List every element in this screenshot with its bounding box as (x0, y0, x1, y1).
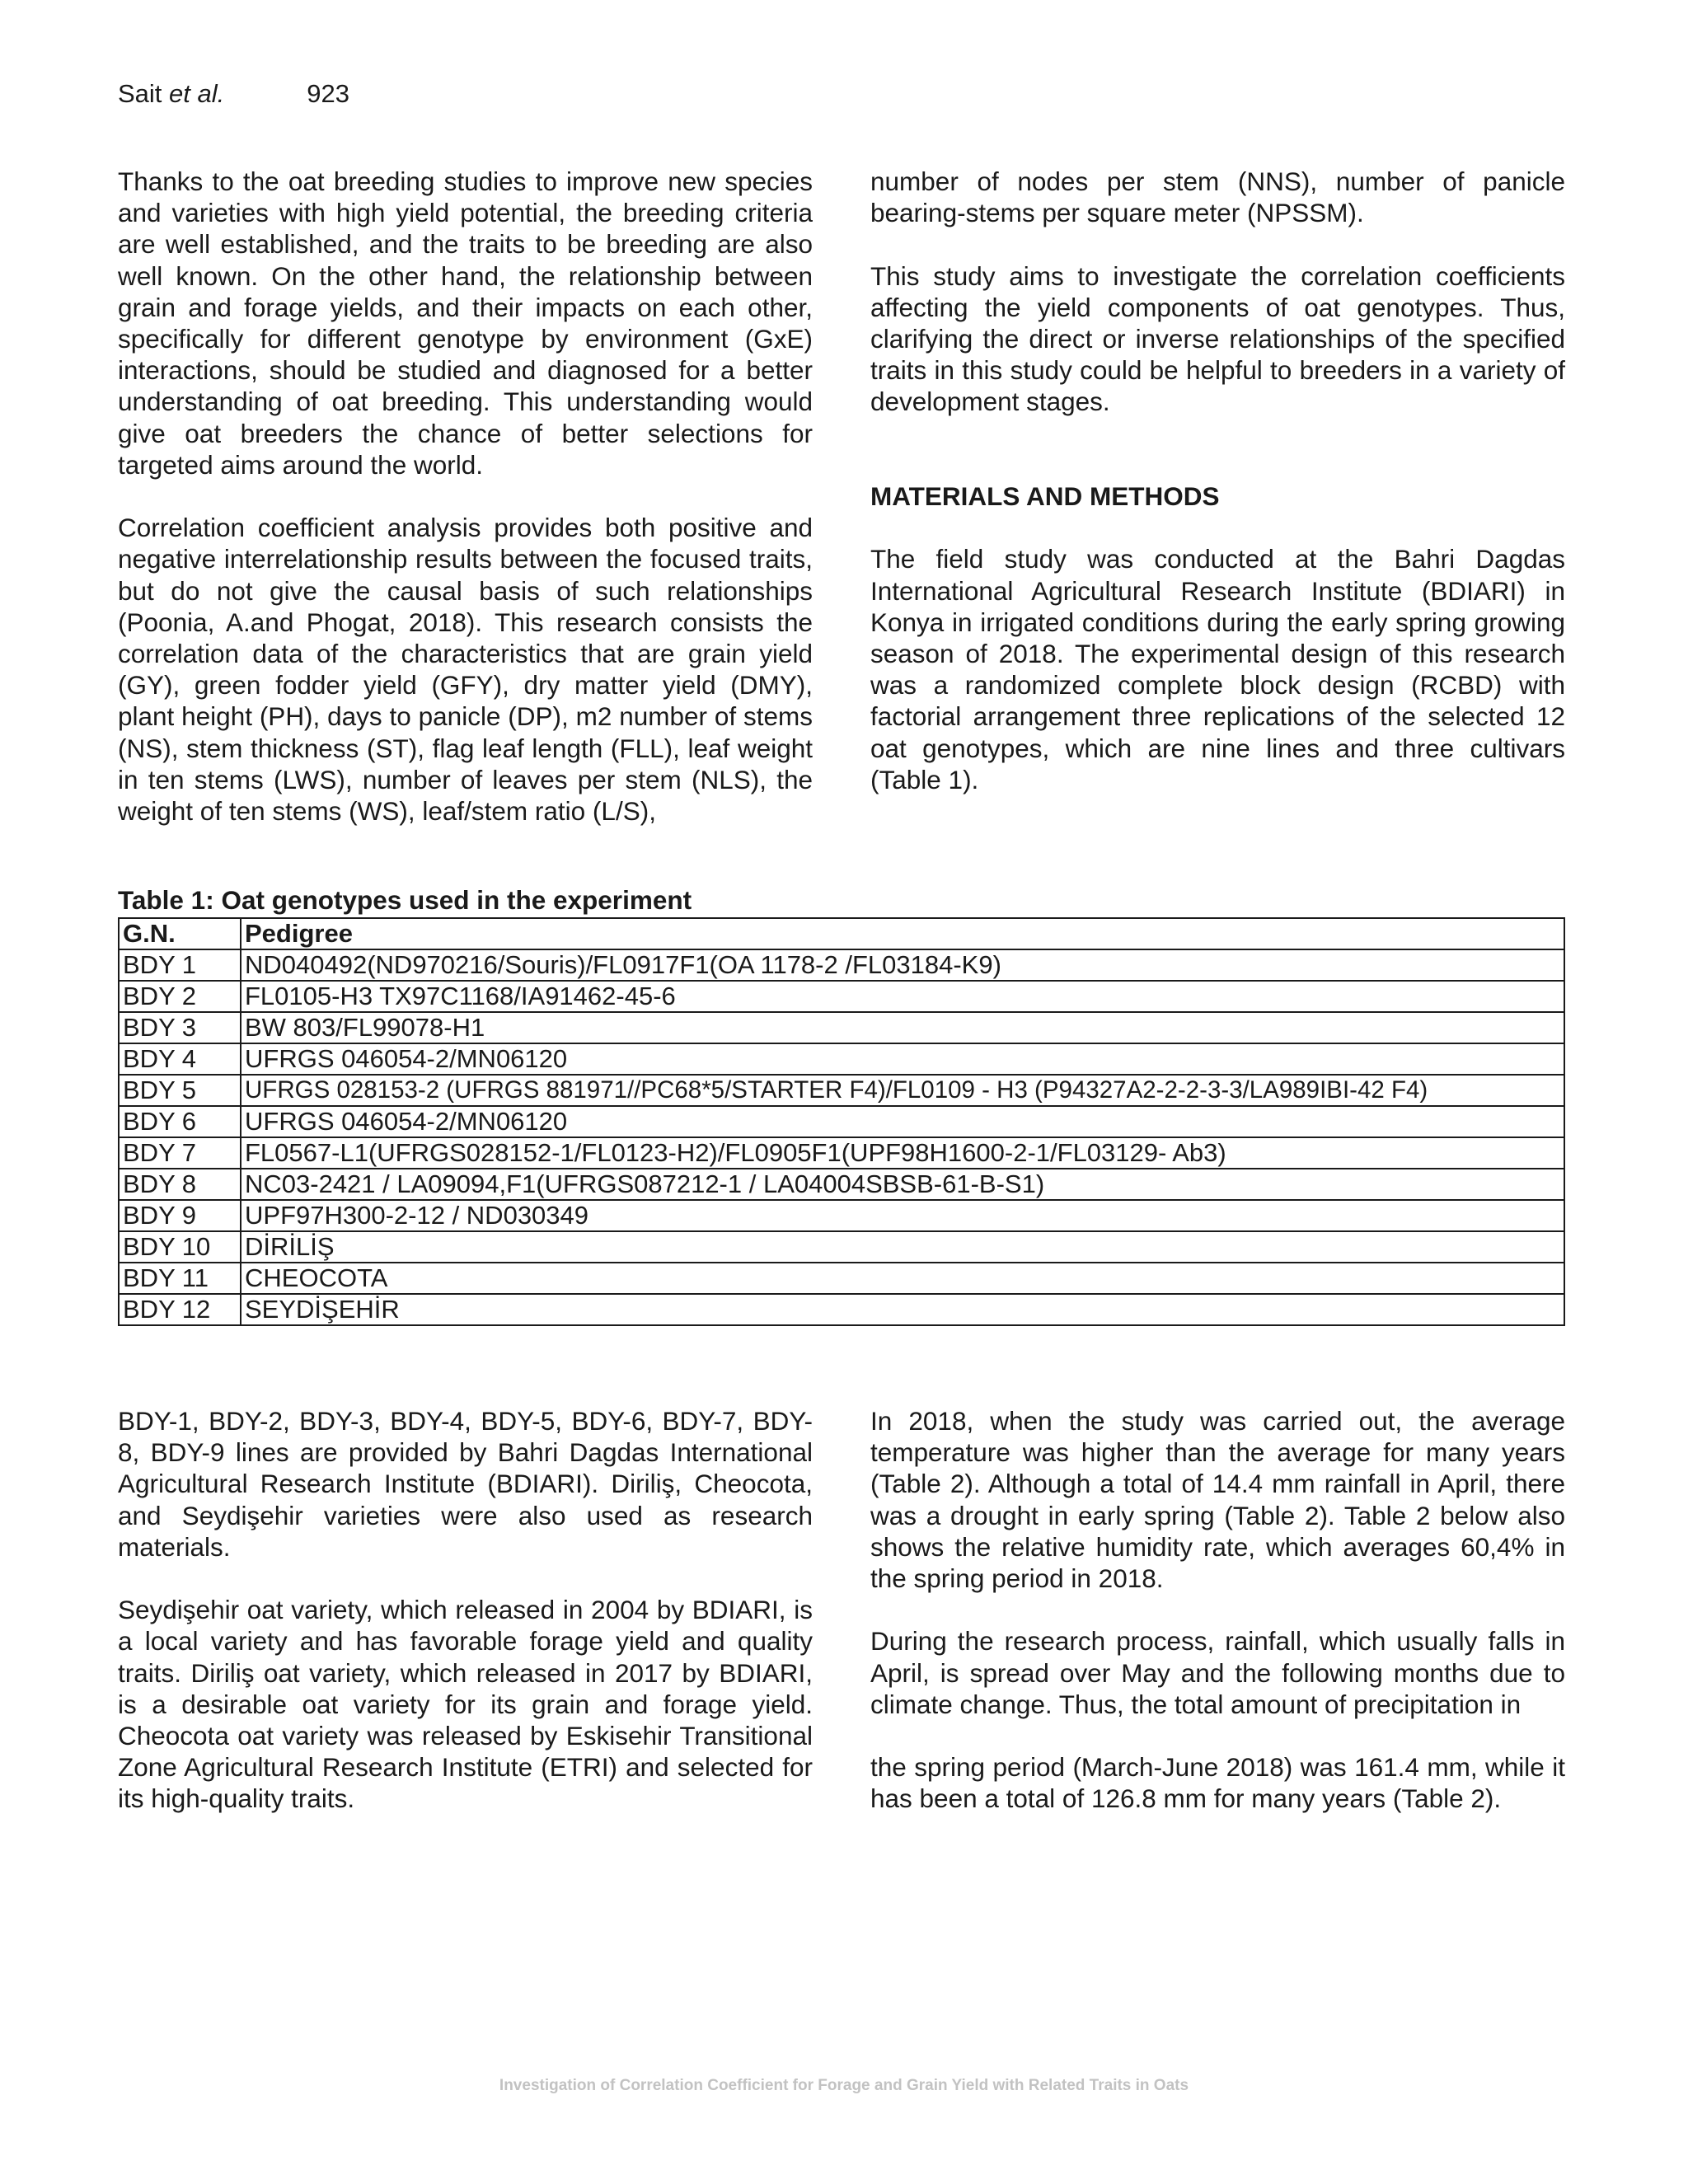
page-number: 923 (307, 79, 349, 108)
table-cell: NC03-2421 / LA09094,F1(UFRGS087212-1 / LA04004SBSB-61-B-S1) (241, 1169, 1564, 1200)
table-row (119, 1075, 1564, 1106)
table-cell: BDY 8 (119, 1169, 241, 1200)
table-cell: FL0567-L1(UFRGS028152-1/FL0123-H2)/FL0905F1(UPF98H1600-2-1/FL03129- Ab3) (241, 1137, 1564, 1169)
table-cell: UPF97H300-2-12 / ND030349 (241, 1200, 1564, 1231)
table-cell: UFRGS 028153-2 (UFRGS 881971//PC68*5/STARTER F4)/FL0109 - H3 (P94327A2-2-2-3-3/LA989IBI-42 F4) (241, 1075, 1564, 1106)
table-cell: ND040492(ND970216/Souris)/FL0917F1(OA 1178-2 /FL03184-K9) (241, 949, 1564, 981)
table-row (119, 1012, 1564, 1043)
table-cell: BDY 1 (119, 949, 241, 981)
paragraph: Seydişehir oat variety, which released in 2004 by BDIARI, is a local variety and has favorable forage yield and quality traits. Diriliş oat variety, which released in 2017 by BDIARI, is a desirable oat variety for its grain and forage yield. Cheocota oat variety was released by Eskisehir Transitional Zone Agricultural Research Institute (ETRI) and selected for its high-quality traits. (118, 1595, 813, 1814)
section-heading: MATERIALS AND METHODS (870, 481, 1220, 511)
table-cell: BW 803/FL99078-H1 (241, 1012, 1564, 1043)
table-header-cell: Pedigree (241, 918, 1564, 949)
table-cell: BDY 3 (119, 1012, 241, 1043)
paragraph: Thanks to the oat breeding studies to improve new species and varieties with high yield potential, the breeding criteria are well established, and the traits to be breeding are also well known. On the other hand, the relationship between grain and forage yields, and their impacts on each other, specifically for different genotype by environment (GxE) interactions, should be studied and diagnosed for a better understanding of oat breeding. This understanding would give oat breeders the chance of better selections for targeted aims around the world. (118, 166, 813, 480)
table-header-row (119, 918, 1564, 949)
table-cell: BDY 5 (119, 1075, 241, 1106)
table-row (119, 1231, 1564, 1263)
table-cell: DİRİLİŞ (241, 1231, 1564, 1263)
table-row (119, 1137, 1564, 1169)
table-row (119, 1169, 1564, 1200)
table-row (119, 1200, 1564, 1231)
table-row (119, 1263, 1564, 1294)
right-column-top (870, 166, 1565, 795)
paragraph: In 2018, when the study was carried out, the average temperature was higher than the average for many years (Table 2). Although a total of 14.4 mm rainfall in April, there was a drought in early spring (Table 2). Table 2 below also shows the relative humidity rate, which averages 60,4% in the spring period in 2018. (870, 1406, 1565, 1594)
table-cell: BDY 10 (119, 1231, 241, 1263)
table-cell: BDY 4 (119, 1043, 241, 1075)
genotype-table (118, 917, 1565, 1326)
page-footer: Investigation of Correlation Coefficient for Forage and Grain Yield with Related Traits in Oats (499, 2077, 1189, 2094)
table-cell: SEYDİŞEHİR (241, 1294, 1564, 1325)
table-cell: BDY 6 (119, 1106, 241, 1137)
author-name: Sait et al. (118, 79, 225, 108)
table-row (119, 1043, 1564, 1075)
table-cell: FL0105-H3 TX97C1168/IA91462-45-6 (241, 981, 1564, 1012)
left-column-top (118, 166, 813, 827)
table-cell: CHEOCOTA (241, 1263, 1564, 1294)
table-cell: UFRGS 046054-2/MN06120 (241, 1043, 1564, 1075)
table-row (119, 949, 1564, 981)
paragraph: During the research process, rainfall, which usually falls in April, is spread over May and the following months due to climate change. Thus, the total amount of precipitation in (870, 1626, 1565, 1719)
table-cell: BDY 12 (119, 1294, 241, 1325)
running-head (118, 79, 349, 109)
paragraph: The field study was conducted at the Bahri Dagdas International Agricultural Research Institute (BDIARI) in Konya in irrigated conditions during the early spring growing season of 2018. The experimental design of this research was a randomized complete block design (RCBD) with factorial arrangement three replications of the selected 12 oat genotypes, which are nine lines and three cultivars (Table 1). (870, 544, 1565, 794)
table-cell: BDY 2 (119, 981, 241, 1012)
table-row (119, 1294, 1564, 1325)
table-cell: BDY 9 (119, 1200, 241, 1231)
table-caption: Table 1: Oat genotypes used in the experiment (118, 885, 692, 915)
left-column-bottom (118, 1405, 813, 1815)
paragraph: the spring period (March-June 2018) was 161.4 mm, while it has been a total of 126.8 mm for many years (Table 2). (870, 1752, 1565, 1814)
table-row (119, 1106, 1564, 1137)
paragraph: BDY-1, BDY-2, BDY-3, BDY-4, BDY-5, BDY-6, BDY-7, BDY-8, BDY-9 lines are provided by Bahri Dagdas International Agricultural Research Institute (BDIARI). Diriliş, Cheocota, and Seydişehir varieties were also used as research materials. (118, 1406, 813, 1562)
paragraph: number of nodes per stem (NNS), number of panicle bearing-stems per square meter (NPSSM). (870, 166, 1565, 228)
right-column-bottom (870, 1405, 1565, 1815)
paragraph: This study aims to investigate the correlation coefficients affecting the yield components of oat genotypes. Thus, clarifying the direct or inverse relationships of the specified traits in this study could be helpful to breeders in a variety of development stages. (870, 260, 1565, 417)
table-cell: BDY 11 (119, 1263, 241, 1294)
table-header-cell: G.N. (119, 918, 241, 949)
table-row (119, 981, 1564, 1012)
table-cell: BDY 7 (119, 1137, 241, 1169)
table-cell: UFRGS 046054-2/MN06120 (241, 1106, 1564, 1137)
paragraph: Correlation coefficient analysis provides both positive and negative interrelationship results between the focused traits, but do not give the causal basis of such relationships (Poonia, A.and Phogat, 2018). This research consists the correlation data of the characteristics that are grain yield (GY), green fodder yield (GFY), dry matter yield (DMY), plant height (PH), days to panicle (DP), m2 number of stems (NS), stem thickness (ST), flag leaf length (FLL), leaf weight in ten stems (LWS), number of leaves per stem (NLS), the weight of ten stems (WS), leaf/stem ratio (L/S), (118, 513, 813, 827)
